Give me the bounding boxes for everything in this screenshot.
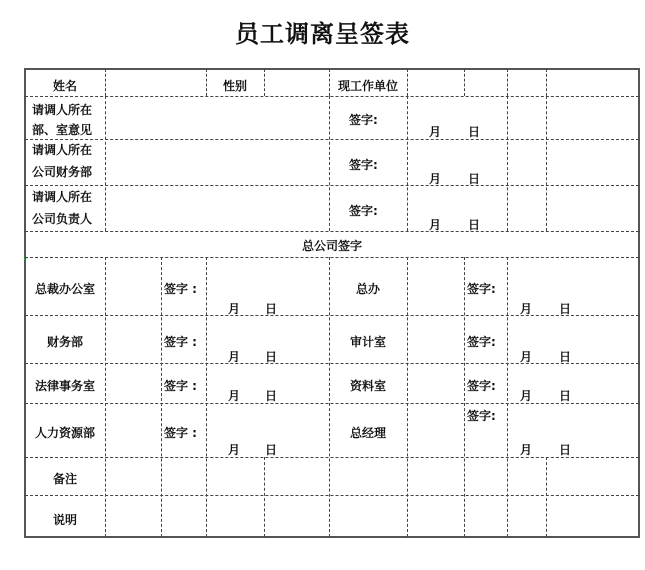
row-divider — [25, 257, 639, 258]
month-label: 月 — [429, 125, 442, 139]
sign-label: 签字 : — [164, 335, 197, 349]
row-divider — [25, 363, 639, 364]
dept-opinion-label-line2: 部、室意见 — [32, 123, 93, 137]
day-label: 日 — [265, 389, 278, 403]
col-divider — [507, 96, 508, 231]
col-divider — [264, 457, 265, 537]
day-label: 日 — [265, 443, 278, 457]
form-title: 员工调离呈签表 — [235, 20, 410, 48]
col-divider — [329, 96, 330, 231]
day-label: 日 — [559, 302, 572, 316]
month-label: 月 — [520, 389, 533, 403]
row-divider — [25, 231, 639, 232]
col-divider — [546, 457, 547, 537]
day-label: 日 — [468, 125, 481, 139]
sign-label: 签字: — [467, 409, 496, 423]
day-label: 日 — [559, 443, 572, 457]
sign-label: 签字: — [349, 204, 378, 218]
notes-label: 说明 — [52, 513, 77, 527]
manager-opinion-label-line2: 公司负责人 — [32, 212, 93, 226]
hr-dept-label: 人力资源部 — [34, 426, 95, 440]
month-label: 月 — [228, 350, 241, 364]
col-divider — [546, 69, 547, 96]
col-divider — [105, 69, 106, 96]
col-divider — [507, 69, 508, 96]
dept-opinion-label-line1: 请调人所在 — [32, 103, 93, 117]
day-label: 日 — [468, 172, 481, 186]
sign-label: 签字 : — [164, 379, 197, 393]
row-divider — [25, 315, 639, 316]
sign-label: 签字: — [349, 158, 378, 172]
day-label: 日 — [468, 218, 481, 232]
col-divider — [507, 257, 508, 537]
name-label: 姓名 — [52, 79, 77, 93]
col-divider — [329, 257, 330, 537]
col-divider — [407, 257, 408, 537]
col-divider — [407, 96, 408, 231]
col-divider — [407, 69, 408, 96]
finance-dept-label: 财务部 — [46, 335, 83, 349]
day-label: 日 — [559, 389, 572, 403]
sign-label: 签字 : — [164, 282, 197, 296]
col-divider — [161, 257, 162, 537]
month-label: 月 — [228, 302, 241, 316]
row-divider — [25, 403, 639, 404]
president-office-label: 总裁办公室 — [34, 282, 95, 296]
sign-label: 签字: — [467, 335, 496, 349]
col-divider — [546, 96, 547, 231]
col-divider — [105, 96, 106, 231]
col-divider — [206, 257, 207, 537]
hq-signature-heading: 总公司签字 — [301, 239, 362, 253]
sign-label: 签字: — [467, 282, 496, 296]
col-divider — [464, 257, 465, 537]
day-label: 日 — [265, 302, 278, 316]
finance-opinion-label-line1: 请调人所在 — [32, 143, 93, 157]
day-label: 日 — [265, 350, 278, 364]
gender-label: 性别 — [222, 79, 247, 93]
legal-office-label: 法律事务室 — [34, 379, 95, 393]
day-label: 日 — [559, 350, 572, 364]
month-label: 月 — [228, 389, 241, 403]
month-label: 月 — [429, 172, 442, 186]
col-divider — [464, 69, 465, 96]
col-divider — [105, 257, 106, 537]
sign-label: 签字: — [349, 113, 378, 127]
month-label: 月 — [429, 218, 442, 232]
manager-opinion-label-line1: 请调人所在 — [32, 190, 93, 204]
col-divider — [264, 69, 265, 96]
sign-label: 签字 : — [164, 426, 197, 440]
work-unit-label: 现工作单位 — [337, 79, 398, 93]
sign-label: 签字: — [467, 379, 496, 393]
month-label: 月 — [228, 443, 241, 457]
archives-office-label: 资料室 — [349, 379, 386, 393]
month-label: 月 — [520, 350, 533, 364]
remarks-label: 备注 — [52, 472, 77, 486]
general-manager-label: 总经理 — [349, 426, 386, 440]
audit-office-label: 审计室 — [349, 335, 386, 349]
month-label: 月 — [520, 302, 533, 316]
general-office-label: 总办 — [355, 282, 380, 296]
finance-opinion-label-line2: 公司财务部 — [32, 165, 93, 179]
month-label: 月 — [520, 443, 533, 457]
